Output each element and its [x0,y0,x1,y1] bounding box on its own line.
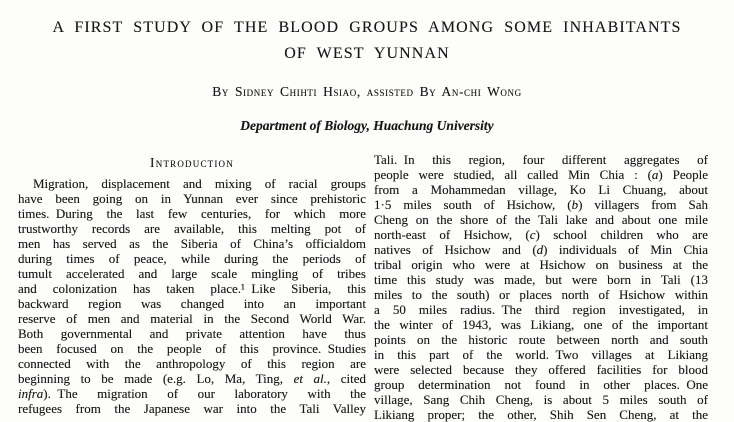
text-line: miles to the south) or places north of Hsichow within [374,287,708,302]
right-column [374,152,708,422]
text-line: refugees from the Japanese war into the Tali Valley [18,401,366,416]
text-line: the winter of 1943, was Likiang, one of the important [374,317,708,332]
text-line: and colonization has taken place.¹ Like Siberia, this [18,281,366,296]
text-line: people were studied, all called Min Chia : (a) People [374,167,708,182]
text-line: were selected because they offered facilities for blood [374,362,708,377]
affiliation: Department of Biology, Huachung University [240,118,494,133]
text-line: tumult accelerated and large scale mingling of tribes [18,266,366,281]
text-line: Both governmental and private attention have thus [18,326,366,341]
text-line: trustworthy records are available, this melting pot of [18,221,366,236]
text-line: reserve of men and material in the Second World War. [18,311,366,326]
left-column-lines [18,176,366,416]
text-line: infra). The migration of our laboratory with the [18,386,366,401]
text-line: Likiang proper; the other, Shih Sen Cheng, at the [374,407,708,422]
text-line: Tali. In this region, four different aggregates of [374,152,708,167]
section-heading-introduction: Introduction [150,155,234,170]
text-line: tribal origin who were at Hsichow on business at the [374,257,708,272]
two-column-text [18,152,708,422]
text-line: village, Sang Chih Cheng, is about 5 miles south of [374,392,708,407]
text-line: Cheng on the shore of the Tali lake and about one mile [374,212,708,227]
text-line: men has served as the Siberia of China’s officialdom [18,236,366,251]
text-line: time this study was made, but were born in Tali (13 [374,272,708,287]
left-column [18,152,366,414]
text-line: during times of peace, while during the periods of [18,251,366,266]
text-line: have been going on in Yunnan ever since prehistoric [18,191,366,206]
text-line: natives of Hsichow and (d) individuals of Min Chia [374,242,708,257]
text-line: backward region was changed into an important [18,296,366,311]
text-line: group determination not found in other places. One [374,377,708,392]
text-line: points on the historic route between north and south [374,332,708,347]
text-line: beginning to be made (e.g. Lo, Ma, Ting, et al., cited [18,371,367,386]
title-line-1: A FIRST STUDY OF THE BLOOD GROUPS AMONG SOME INHABITANTS [52,19,682,36]
title-line-2: OF WEST YUNNAN [284,45,450,62]
text-line: north-east of Hsichow, (c) school children who are [374,227,708,242]
byline: By Sidney Chihti Hsiao, assisted By An-chi Wong [212,84,522,99]
text-line: 1·5 miles south of Hsichow, (b) villagers from Sah [374,197,708,212]
right-column-lines [374,152,708,422]
text-line: in this part of the world. Two villages at Likiang [374,347,708,362]
paper-title [0,15,734,67]
text-line: connected with the anthropology of this region are [18,356,366,371]
text-line: been focused on the people of this province. Studies [18,341,366,356]
text-line: Migration, displacement and mixing of racial groups [33,176,366,191]
text-line: times. During the last few centuries, for which more [18,206,366,221]
text-line: from a Mohammedan village, Ko Li Chuang, about [374,182,708,197]
text-line: a 50 miles radius. The third region investigated, in [374,302,708,317]
